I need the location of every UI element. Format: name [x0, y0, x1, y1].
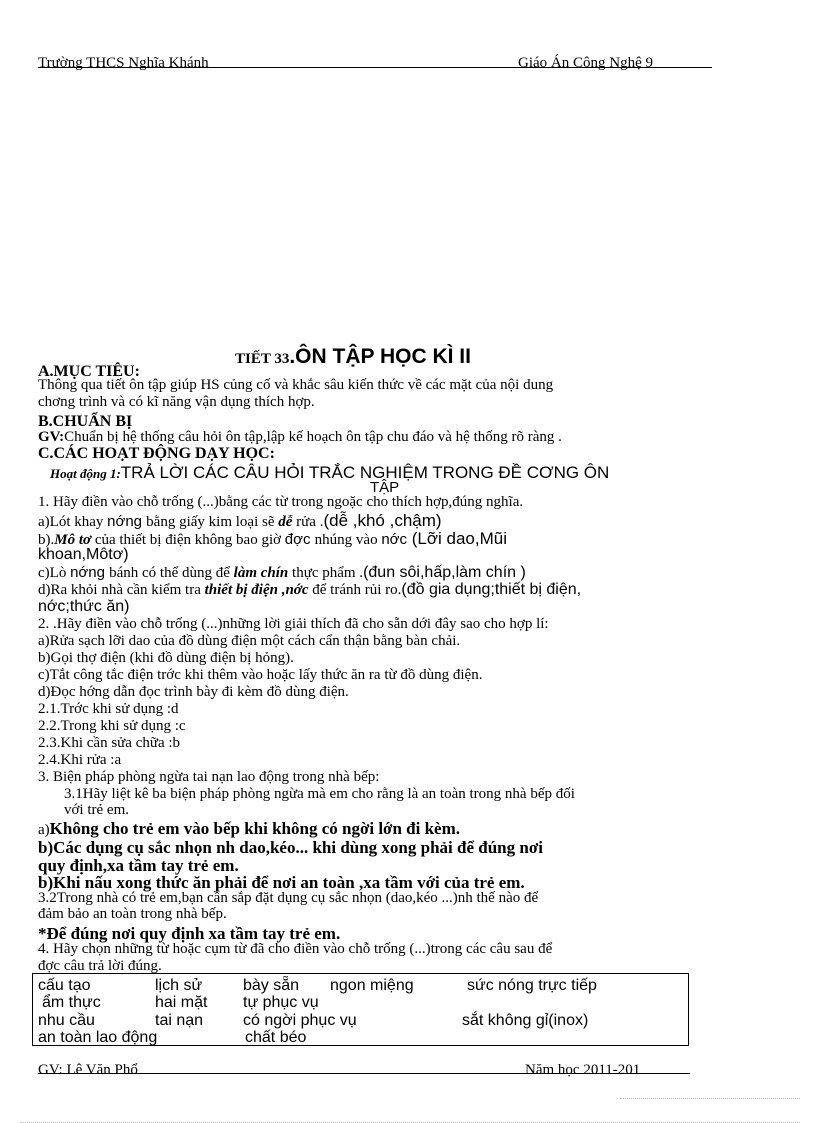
page-edge-dotted [620, 1098, 800, 1099]
q4-intro: 4. Hãy chọn những từ hoặc cụm từ đã cho điền vào chỗ trống (...)trong các câu sau để [38, 941, 553, 957]
q1-b-ans2: nớc [381, 531, 408, 548]
q2-answer-3: 2.3.Khi cần sửa chữa :b [38, 735, 181, 751]
footer-teacher: GV: Lê Văn Phổ [38, 1062, 138, 1078]
school-name: Trường THCS Nghĩa Khánh [38, 55, 209, 71]
q3-a-text: Không cho trẻ em vào bếp khi không có ngời lớn đi kèm. [49, 819, 461, 838]
q1-b-mid: của thiết bị điện không bao giờ [91, 532, 285, 548]
q1-c-end: thực phẩm . [288, 565, 364, 581]
activity-heading [50, 463, 609, 483]
q3-sub2-answer: *Để đúng nơi quy định xa tầm tay trẻ em. [38, 924, 341, 943]
q2-intro: 2. .Hãy điền vào chỗ trống (...)những lời giải thích đã cho sẵn dới đây sao cho hợp lí: [38, 616, 549, 632]
q1-b-mid2: nhúng vào [314, 532, 382, 548]
q1-c-word: làm chín [233, 565, 289, 581]
gv-label: GV: [38, 429, 65, 445]
q1-b: b).Mô tơ của thiết bị điện không bao giờ đợc nhúng vào nớc (Lỡi dao,Mũi [38, 529, 507, 548]
q1-d-word: thiết bị điện ,nớc [204, 582, 309, 598]
lesson-name: .ÔN TẬP HỌC KÌ II [289, 345, 471, 368]
q2-answer-4: 2.4.Khi rửa :a [38, 752, 122, 768]
q4-intro-cont: đợc câu trả lời đúng. [38, 958, 162, 974]
lesson-title [235, 345, 471, 369]
section-a-heading: A.MỤC TIÊU: [38, 363, 140, 380]
lesson-number: TIẾT 33 [235, 351, 290, 367]
header-rule [38, 67, 712, 68]
word-bank-item: sắt không gỉ(inox) [462, 1012, 589, 1029]
q1-a-rua: rửa . [292, 514, 324, 530]
activity-label: Hoạt động 1: [50, 466, 121, 481]
word-bank-item: lịch sử [155, 977, 203, 994]
q1-a-options: (dễ ,khó ,chậm) [323, 511, 442, 530]
q1-a-word: dễ [278, 514, 293, 530]
activity-title-2: TẬP [370, 479, 400, 496]
word-bank-item: sức nóng trực tiếp [467, 977, 597, 994]
footer-year: Năm học 2011-201 [525, 1062, 641, 1078]
q3-sub1: 3.1Hãy liệt kê ba biện pháp phòng ngừa mà em cho rằng là an toàn trong nhà bếp đối [64, 786, 575, 802]
q1-intro: 1. Hãy điền vào chỗ trống (...)bằng các từ trong ngoặc cho thích hợp,đúng nghĩa. [38, 494, 524, 510]
word-bank-item: chất béo [245, 1029, 307, 1046]
q1-a-mid: bằng giấy kim loại sẽ [146, 514, 279, 530]
q3-a-pre: a) [38, 822, 50, 838]
q2-c: c)Tắt công tắc điện trớc khi thêm vào hoặc lấy thức ăn ra từ đồ dùng điện. [38, 667, 483, 683]
q1-b-options-2: khoan,Môtơ) [38, 546, 129, 563]
word-bank-item: cấu tạo [38, 977, 91, 994]
word-bank-item: tai nạn [155, 1012, 204, 1029]
q1-b-options: (Lỡi dao,Mũi [407, 529, 507, 548]
q3-intro: 3. Biện pháp phòng ngừa tai nạn lao động trong nhà bếp: [38, 769, 380, 785]
q3-sub2: 3.2Trong nhà có trẻ em,bạn cần sắp đặt dụng cụ sắc nhọn (dao,kéo ...)nh thế nào để [38, 890, 539, 906]
q1-c-options: (đun sôi,hấp,làm chín ) [363, 564, 526, 581]
q1-c-ans: nớng [70, 564, 110, 581]
q2-answer-1: 2.1.Trớc khi sử dụng :d [38, 701, 179, 717]
q1-c [38, 565, 526, 581]
q1-c-mid: bánh có thể dùng để [109, 565, 234, 581]
q1-d-pre: d)Ra khỏi nhà cần kiểm tra [38, 582, 205, 598]
q1-d-options: (đồ gia dụng;thiết bị điện, [401, 581, 582, 598]
subject-name: Giáo Án Công Nghệ 9 [518, 55, 653, 71]
q1-d [38, 582, 581, 598]
q1-b-word: Mô tơ [54, 532, 92, 548]
q3-answer-c: b)Khi nấu xong thức ăn phải để nơi an toàn ,xa tầm với của trẻ em. [38, 873, 525, 892]
q1-c-pre: c)Lò [38, 565, 71, 581]
q3-sub2-cont: đảm bảo an toàn trong nhà bếp. [38, 906, 227, 922]
word-bank-item: nhu cầu [38, 1012, 95, 1029]
q2-d: d)Đọc hớng dẫn đọc trình bày đi kèm đồ dùng điện. [38, 684, 349, 700]
word-bank-item: ẩm thực [42, 994, 101, 1011]
word-bank-item: hai mặt [155, 994, 208, 1011]
q1-b-ans: đợc [284, 531, 315, 548]
word-bank-item: tự phục vụ [243, 994, 319, 1011]
word-bank-item: bày sẵn [243, 977, 300, 994]
q1-a-pre: a)Lót khay [38, 514, 108, 530]
q3-answer-b: b)Các dụng cụ sắc nhọn nh dao,kéo... khi dùng xong phải để đúng nơi [38, 838, 543, 857]
q3-sub1-cont: với trẻ em. [64, 802, 129, 818]
q2-b: b)Gọi thợ điện (khi đồ dùng điện bị hỏng). [38, 650, 294, 666]
section-a-line2: chơng trình và có kĩ năng vận dụng thích hợp. [38, 394, 315, 410]
q1-a [38, 512, 442, 530]
q2-answer-2: 2.2.Trong khi sử dụng :c [38, 718, 186, 734]
section-c-heading: C.CÁC HOẠT ĐỘNG DẠY HỌC: [38, 445, 275, 462]
gv-text: Chuẩn bị hệ thống câu hỏi ôn tập,lập kế hoạch ôn tập chu đáo và hệ thống rõ ràng . [64, 429, 562, 445]
word-bank-item: an toàn lao động [38, 1029, 158, 1046]
word-bank-item: có ngời phục vụ [243, 1012, 357, 1029]
section-b-heading: B.CHUẨN BỊ [38, 413, 133, 430]
q3-answer-a [38, 820, 460, 839]
q3-answer-b-cont: quy định,xa tầm tay trẻ em. [38, 856, 239, 875]
section-a-line1: Thông qua tiết ôn tập giúp HS củng cố và khắc sâu kiến thức về các mặt của nội dung [38, 377, 554, 393]
activity-title: TRẢ LỜI CÁC CÂU HỎI TRẮC NGHIỆM TRONG ĐỀ CƠNG ÔN [120, 463, 610, 482]
q1-d-end: để tránh rủi ro. [308, 582, 402, 598]
footer-rule [38, 1073, 690, 1074]
q1-d-options-2: nớc;thức ăn) [38, 598, 130, 615]
q2-a: a)Rửa sạch lỡi dao của đồ dùng điện một cách cẩn thận bằng bàn chải. [38, 633, 461, 649]
section-b-gv [38, 430, 562, 445]
word-bank-item: ngon miệng [330, 977, 414, 994]
q1-a-ans: nớng [107, 513, 147, 530]
